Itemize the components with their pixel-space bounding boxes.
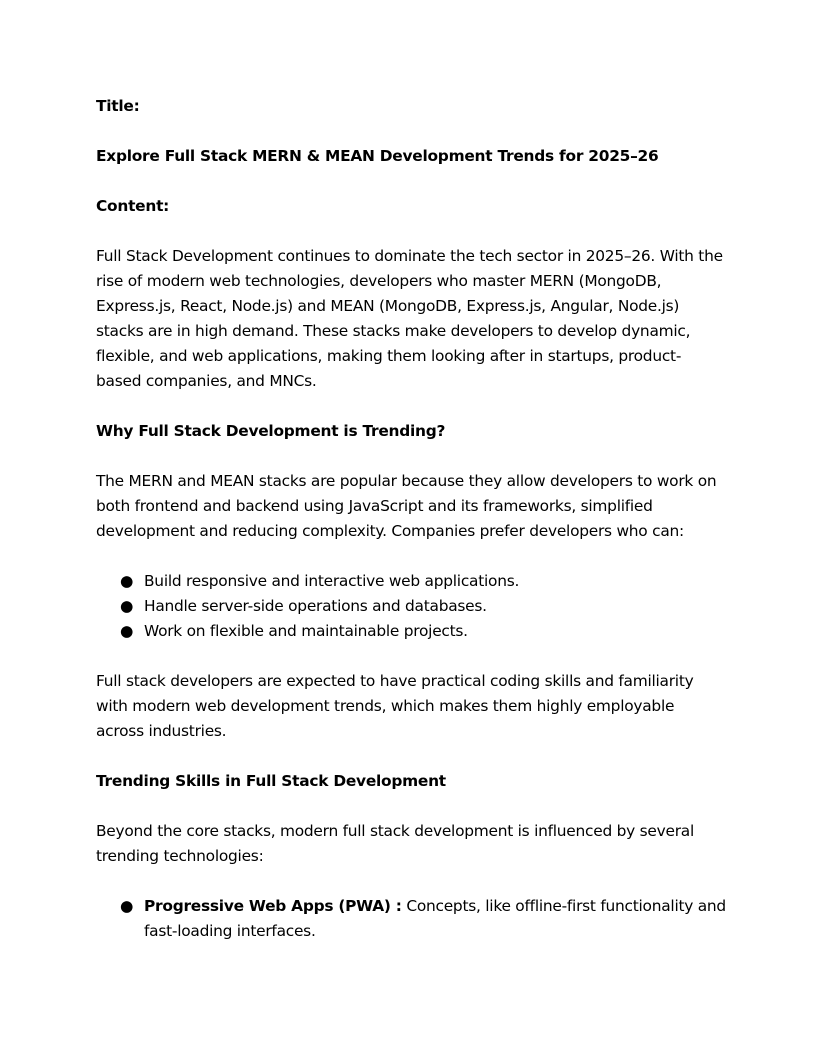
bullet-icon: ●: [120, 622, 134, 640]
content-label: Content:: [96, 197, 170, 215]
title-label: Title:: [96, 97, 140, 115]
section-heading-why-trending: Why Full Stack Development is Trending?: [96, 422, 446, 440]
bullet-icon: ●: [120, 597, 134, 615]
intro-paragraph: Full Stack Development continues to dominate the tech sector in 2025–26. With the rise of modern web technologies, developers who master MERN (MongoDB, Express.js, React, Node.js) and MEAN (MongoDB, Express.js, Angular, Node.js) stacks are in high demand. These stacks make developers to develop dynamic, flexible, and web applications, making them looking after in startups, product-based companies, and MNCs.: [96, 247, 723, 390]
list-item: [96, 619, 726, 644]
list-item-text: Handle server-side operations and databases.: [144, 597, 487, 615]
list-item-text: Build responsive and interactive web applications.: [144, 572, 520, 590]
list-item: [96, 569, 726, 594]
section1-bullet-list: [96, 569, 726, 644]
list-item-text: Work on flexible and maintainable projects.: [144, 622, 468, 640]
list-item: [96, 594, 726, 619]
section1-paragraph: The MERN and MEAN stacks are popular because they allow developers to work on both frontend and backend using JavaScript and its frameworks, simplified development and reducing complexity. Companies prefer developers who can:: [96, 472, 717, 540]
bullet-icon: ●: [120, 897, 134, 915]
list-item-text: Concepts, like offline-first functionality and fast-loading interfaces.: [144, 897, 726, 940]
section-heading-trending-skills: Trending Skills in Full Stack Development: [96, 772, 446, 790]
list-item-term: Progressive Web Apps (PWA) :: [144, 897, 402, 915]
bullet-icon: ●: [120, 572, 134, 590]
document-title: Explore Full Stack MERN & MEAN Development Trends for 2025–26: [96, 147, 659, 165]
section2-bullet-list: [96, 894, 726, 944]
document-page: [96, 94, 726, 944]
section1-closing-paragraph: Full stack developers are expected to have practical coding skills and familiarity with modern web development trends, which makes them highly employable across industries.: [96, 672, 694, 740]
list-item: [96, 894, 726, 944]
section2-paragraph: Beyond the core stacks, modern full stack development is influenced by several trending technologies:: [96, 822, 694, 865]
